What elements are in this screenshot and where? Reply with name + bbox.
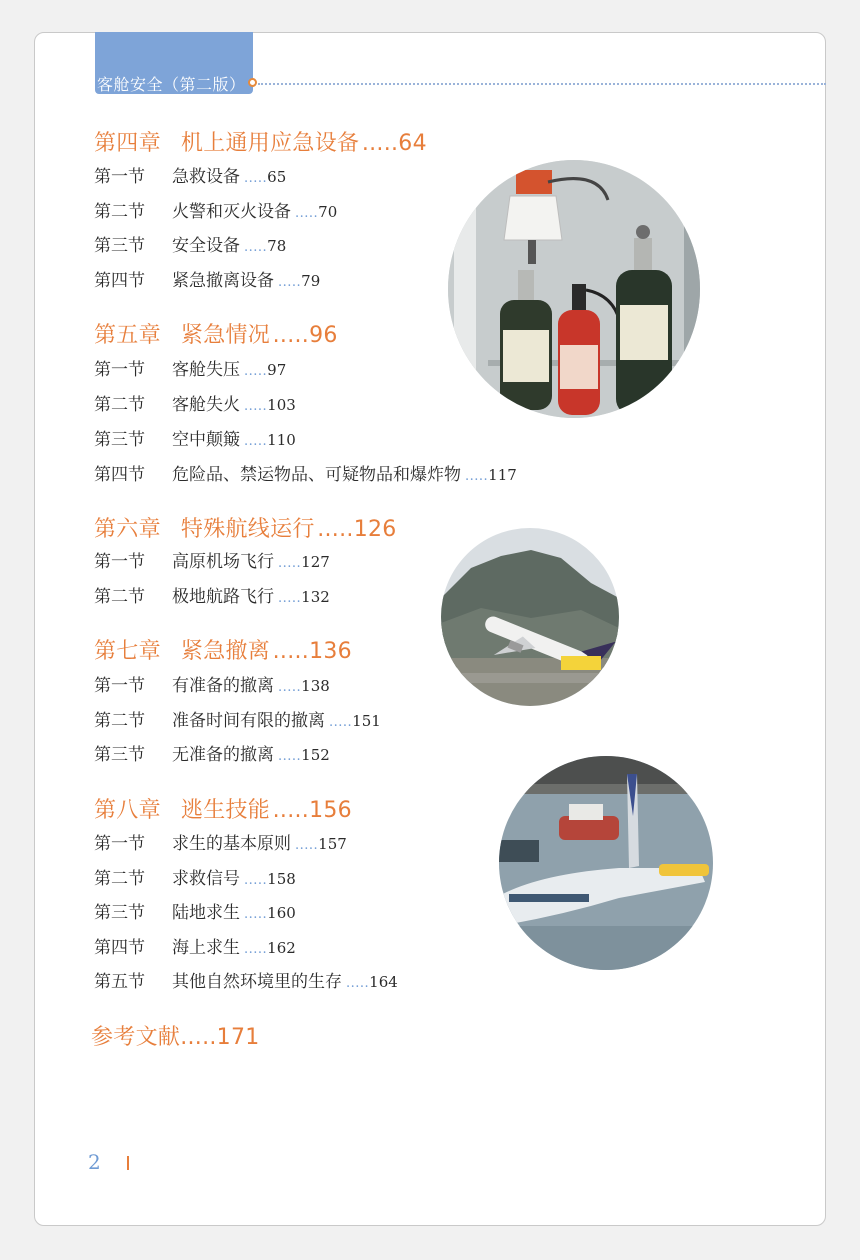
toc-entry[interactable] xyxy=(94,671,330,696)
section-number: 第三节 xyxy=(94,903,145,923)
leader-dots: ..... xyxy=(465,469,489,484)
chapter-number: 第四章 xyxy=(94,131,161,156)
chapter-number: 第七章 xyxy=(94,639,161,664)
section-page: 158 xyxy=(267,870,296,888)
chapter-dots: ..... xyxy=(317,517,354,542)
section-title: 急救设备 xyxy=(172,167,240,187)
leader-dots: ..... xyxy=(346,976,370,991)
chapter-page: 64 xyxy=(398,131,427,156)
toc-entry[interactable] xyxy=(94,933,296,958)
section-number: 第二节 xyxy=(94,202,145,222)
section-title: 空中颠簸 xyxy=(172,430,240,450)
section-page: 65 xyxy=(267,168,287,186)
header-dotted-line xyxy=(258,83,826,85)
toc-entry[interactable] xyxy=(94,547,330,572)
section-title: 高原机场飞行 xyxy=(172,552,274,572)
section-page: 97 xyxy=(267,361,287,379)
chapter-heading[interactable] xyxy=(94,634,352,665)
chapter-dots: ..... xyxy=(272,323,310,348)
section-number: 第二节 xyxy=(94,869,145,889)
chapter-page: 156 xyxy=(309,798,352,823)
chapter-number: 第五章 xyxy=(94,323,161,348)
chapter-title: 机上通用应急设备 xyxy=(180,131,360,156)
leader-dots: ..... xyxy=(244,240,268,255)
page-number-bar xyxy=(127,1156,129,1170)
section-number: 第五节 xyxy=(94,972,145,992)
section-number: 第二节 xyxy=(94,395,145,415)
section-page: 70 xyxy=(318,203,338,221)
chapter-title: 紧急情况 xyxy=(180,323,271,348)
references-dots: ..... xyxy=(180,1025,217,1050)
leader-dots: ..... xyxy=(278,591,302,606)
toc-entry[interactable] xyxy=(94,425,296,450)
section-title: 海上求生 xyxy=(172,938,240,958)
chapter-number: 第八章 xyxy=(94,798,161,823)
references-page: 171 xyxy=(216,1025,260,1050)
book-title: 客舱安全（第二版） xyxy=(97,75,246,94)
section-number: 第一节 xyxy=(94,167,145,187)
section-page: 103 xyxy=(267,396,296,414)
section-page: 117 xyxy=(488,466,517,484)
section-title: 安全设备 xyxy=(172,236,240,256)
section-number: 第四节 xyxy=(94,271,145,291)
toc-entry[interactable] xyxy=(94,460,517,485)
chapter-dots: ..... xyxy=(272,639,310,664)
section-number: 第一节 xyxy=(94,360,145,380)
section-number: 第四节 xyxy=(94,465,145,485)
leader-dots: ..... xyxy=(244,399,268,414)
section-title: 有准备的撤离 xyxy=(172,676,274,696)
chapter-heading[interactable] xyxy=(94,318,338,349)
section-title: 客舱失压 xyxy=(172,360,240,380)
chapter-title: 特殊航线运行 xyxy=(180,517,315,542)
section-page: 160 xyxy=(267,904,296,922)
section-page: 132 xyxy=(301,588,330,606)
chapter-heading[interactable] xyxy=(94,793,352,824)
leader-dots: ..... xyxy=(244,434,268,449)
toc-entry[interactable] xyxy=(94,266,320,291)
section-title: 火警和灭火设备 xyxy=(172,202,291,222)
section-title: 求生的基本原则 xyxy=(172,834,291,854)
section-number: 第一节 xyxy=(94,834,145,854)
section-title: 极地航路飞行 xyxy=(172,587,274,607)
leader-dots: ..... xyxy=(278,749,302,764)
chapter-heading[interactable] xyxy=(94,126,427,157)
toc-entry[interactable] xyxy=(94,582,330,607)
section-title: 求救信号 xyxy=(172,869,240,889)
section-page: 138 xyxy=(301,677,330,695)
leader-dots: ..... xyxy=(244,364,268,379)
leader-dots: ..... xyxy=(329,715,353,730)
aircraft-takeoff-photo xyxy=(441,528,619,706)
section-page: 79 xyxy=(301,272,321,290)
leader-dots: ..... xyxy=(278,680,302,695)
leader-dots: ..... xyxy=(295,206,319,221)
toc-entry[interactable] xyxy=(94,967,398,992)
toc-entry[interactable] xyxy=(94,231,286,256)
section-title: 危险品、禁运物品、可疑物品和爆炸物 xyxy=(172,465,461,485)
chapter-dots: ..... xyxy=(272,798,310,823)
header-dot xyxy=(248,78,257,87)
chapter-number: 第六章 xyxy=(94,517,161,542)
toc-entry[interactable] xyxy=(94,162,286,187)
toc-entry[interactable] xyxy=(94,864,296,889)
section-title: 陆地求生 xyxy=(172,903,240,923)
toc-entry[interactable] xyxy=(94,706,381,731)
chapter-page: 136 xyxy=(309,639,352,664)
section-page: 164 xyxy=(369,973,398,991)
page-number: 2 xyxy=(88,1150,101,1174)
chapter-heading[interactable] xyxy=(94,512,397,543)
chapter-dots: ..... xyxy=(361,131,399,156)
section-title: 客舱失火 xyxy=(172,395,240,415)
section-page: 157 xyxy=(318,835,347,853)
toc-entry[interactable] xyxy=(94,740,330,765)
section-page: 152 xyxy=(301,746,330,764)
references-heading[interactable] xyxy=(91,1020,260,1051)
section-page: 151 xyxy=(352,712,381,730)
leader-dots: ..... xyxy=(244,907,268,922)
toc-entry[interactable] xyxy=(94,829,347,854)
chapter-page: 96 xyxy=(309,323,338,348)
section-number: 第二节 xyxy=(94,587,145,607)
section-number: 第三节 xyxy=(94,430,145,450)
section-page: 162 xyxy=(267,939,296,957)
section-number: 第一节 xyxy=(94,552,145,572)
leader-dots: ..... xyxy=(244,873,268,888)
leader-dots: ..... xyxy=(244,171,268,186)
leader-dots: ..... xyxy=(295,838,319,853)
section-number: 第三节 xyxy=(94,236,145,256)
section-page: 110 xyxy=(267,431,296,449)
section-number: 第三节 xyxy=(94,745,145,765)
equipment-photo xyxy=(448,160,700,418)
section-number: 第二节 xyxy=(94,711,145,731)
section-number: 第一节 xyxy=(94,676,145,696)
chapter-title: 紧急撤离 xyxy=(180,639,271,664)
water-landing-photo xyxy=(499,756,713,970)
section-title: 紧急撤离设备 xyxy=(172,271,274,291)
toc-entry[interactable] xyxy=(94,390,296,415)
section-number: 第四节 xyxy=(94,938,145,958)
section-title: 无准备的撤离 xyxy=(172,745,274,765)
section-page: 127 xyxy=(301,553,330,571)
section-page: 78 xyxy=(267,237,287,255)
toc-entry[interactable] xyxy=(94,898,296,923)
toc-entry[interactable] xyxy=(94,355,286,380)
section-title: 其他自然环境里的生存 xyxy=(172,972,342,992)
toc-entry[interactable] xyxy=(94,197,337,222)
references-title: 参考文献 xyxy=(91,1025,181,1050)
chapter-page: 126 xyxy=(353,517,397,542)
leader-dots: ..... xyxy=(278,275,302,290)
leader-dots: ..... xyxy=(278,556,302,571)
section-title: 准备时间有限的撤离 xyxy=(172,711,325,731)
leader-dots: ..... xyxy=(244,942,268,957)
chapter-title: 逃生技能 xyxy=(180,798,271,823)
